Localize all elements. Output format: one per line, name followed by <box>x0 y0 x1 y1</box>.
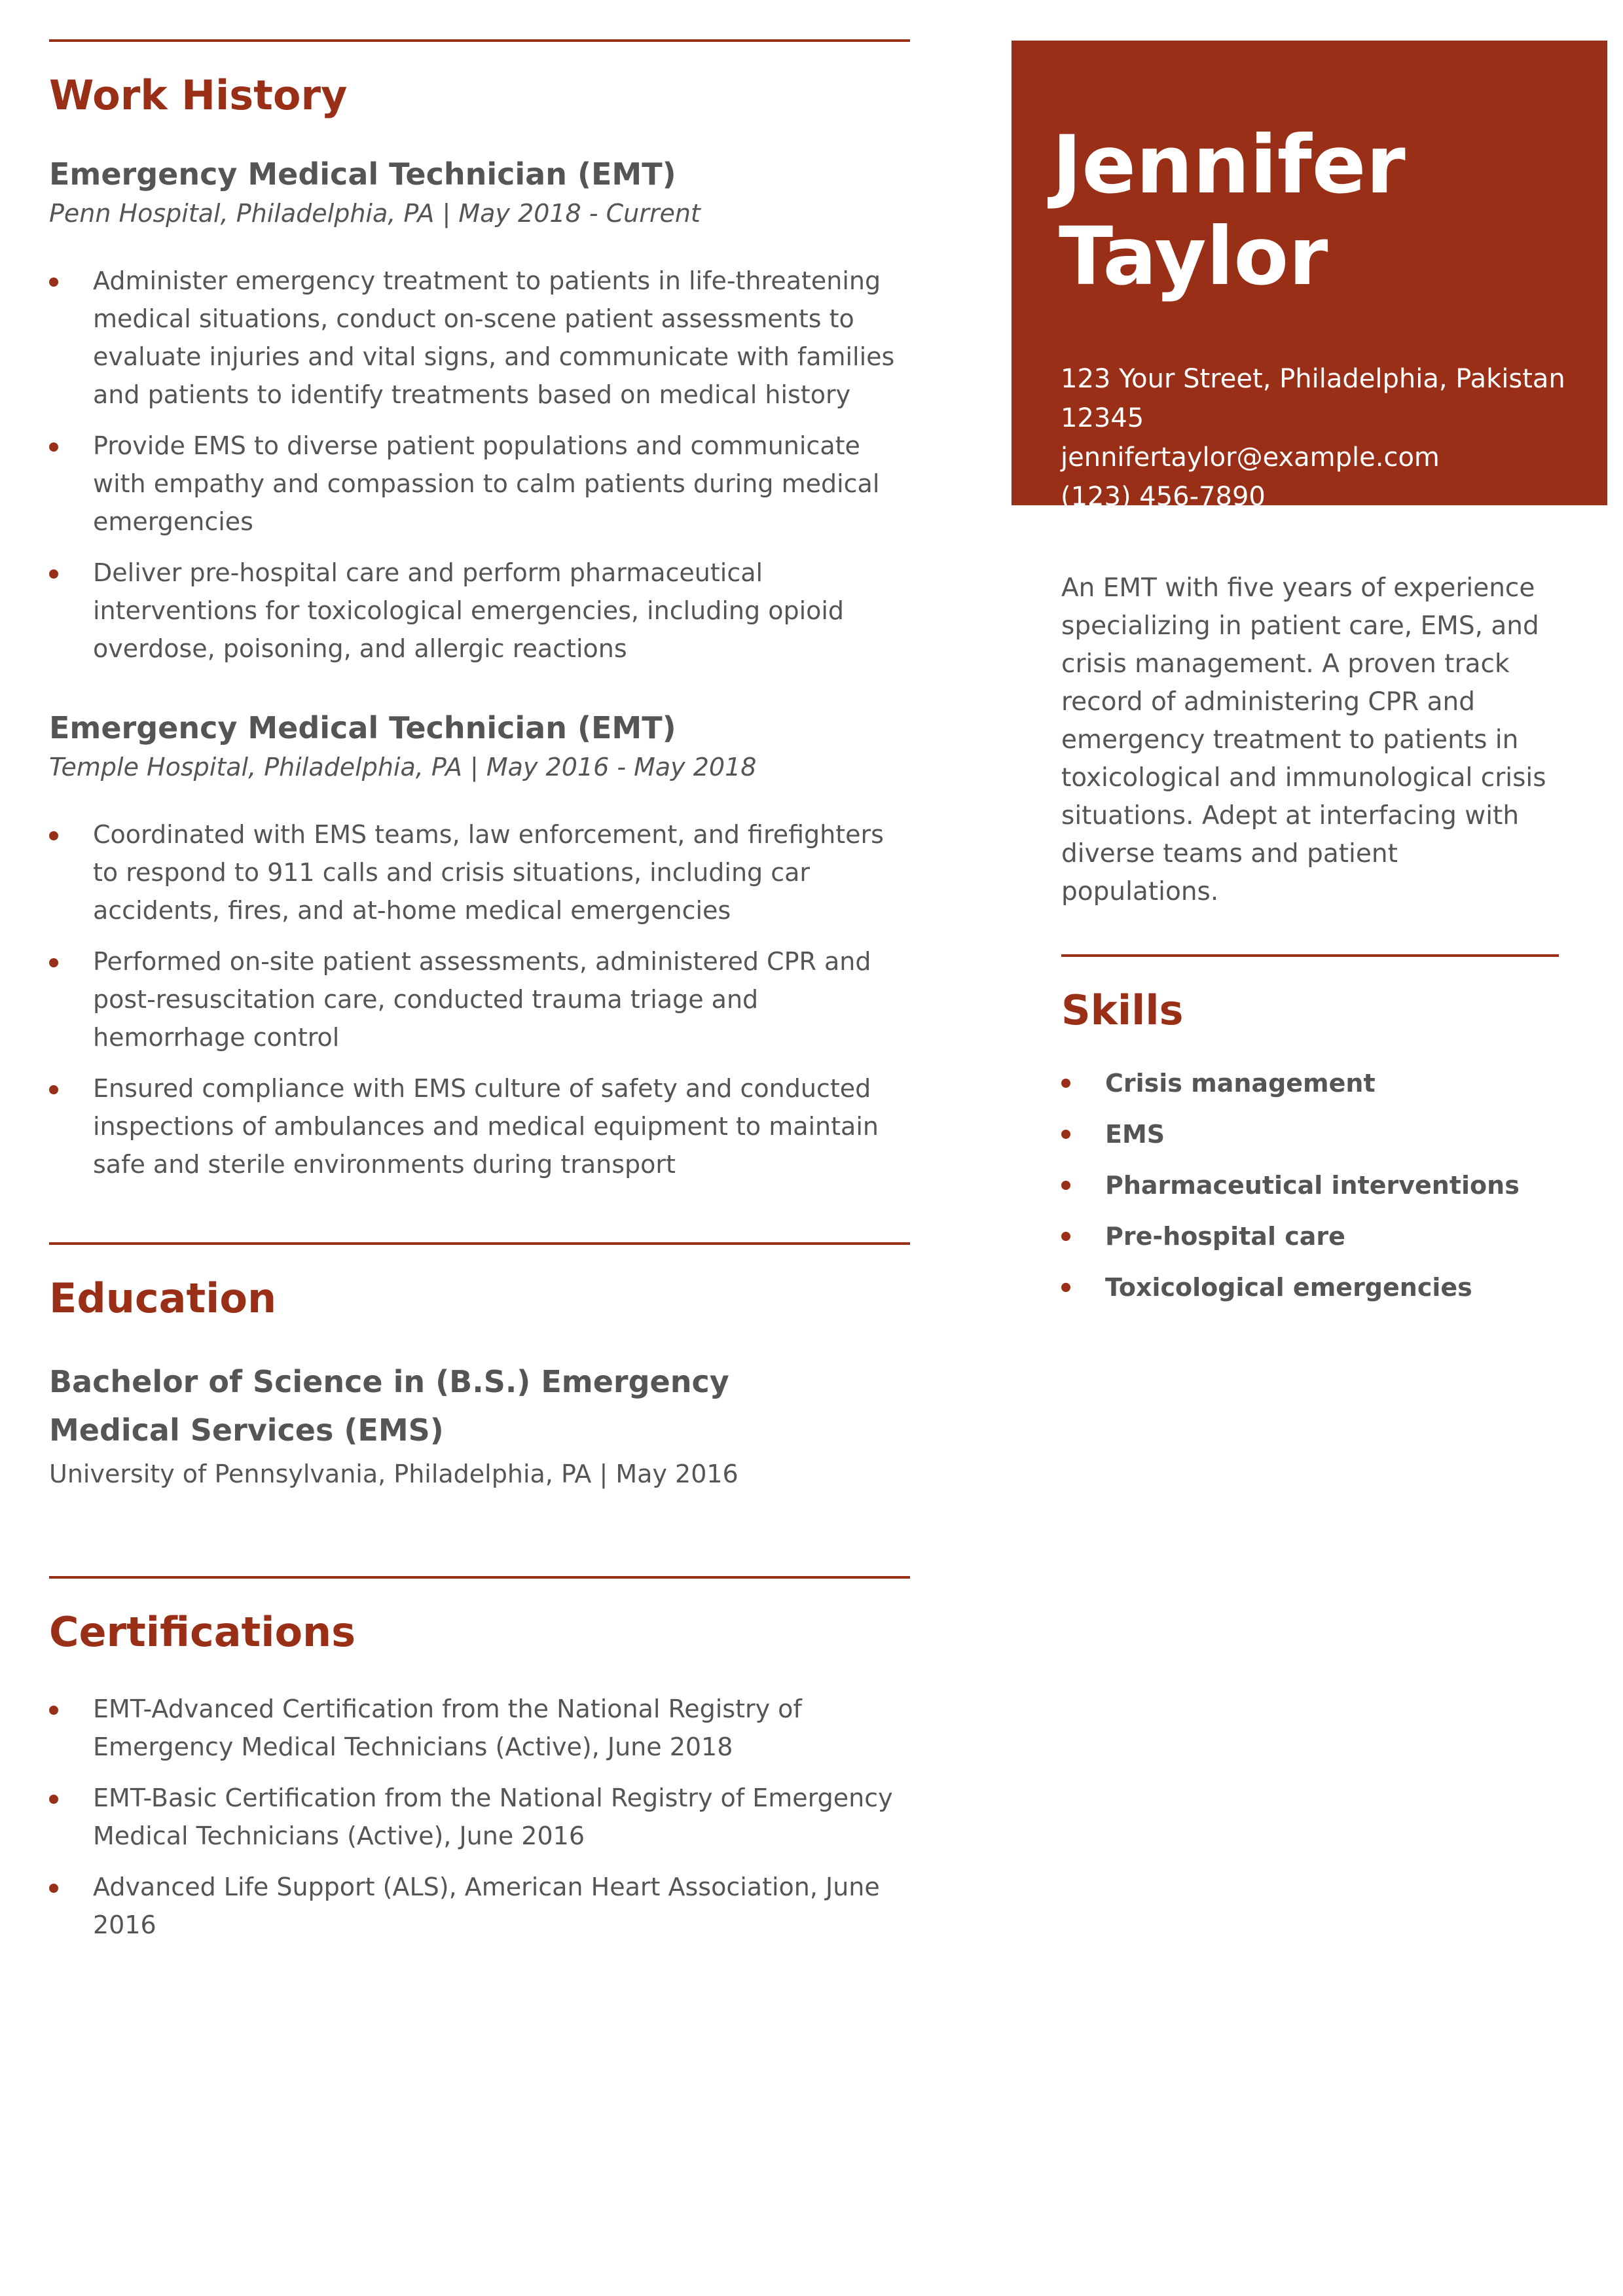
list-item: EMT-Advanced Certification from the National Registry of Emergency Medical Technicians (Active), June 2018 <box>49 1690 910 1766</box>
section-title-work-history: Work History <box>49 71 348 119</box>
profile-summary: An EMT with five years of experience specializing in patient care, EMS, and crisis management. A proven track record of administering CPR and emergency treatment to patients in toxicological and immunological crisis situations. Adept at interfacing with diverse teams and patient populations. <box>1061 573 1546 906</box>
certifications-section <box>49 1576 910 1944</box>
skills-list <box>1061 1058 1559 1313</box>
job-entry <box>49 153 910 668</box>
address-line: 123 Your Street, Philadelphia, Pakistan <box>1061 364 1565 394</box>
phone-number: (123) 456-7890 <box>1061 482 1266 512</box>
list-item: Advanced Life Support (ALS), American Heart Association, June 2016 <box>49 1868 910 1944</box>
list-item: Pre-hospital care <box>1061 1211 1559 1262</box>
list-item: Toxicological emergencies <box>1061 1262 1559 1313</box>
name-header-box <box>1012 41 1607 512</box>
list-item: Deliver pre-hospital care and perform pharmaceutical interventions for toxicological emergencies, including opioid overdose, poisoning, and allergic reactions <box>49 554 910 668</box>
job-title: Emergency Medical Technician (EMT) <box>49 710 676 745</box>
work-history-section <box>49 39 910 1183</box>
job-bullets <box>49 262 910 668</box>
postal-code: 12345 <box>1061 403 1144 433</box>
job-bullets <box>49 816 910 1183</box>
list-item: Crisis management <box>1061 1058 1559 1109</box>
skills-section <box>1061 954 1559 1313</box>
email-link[interactable]: jennifertaylor@example.com <box>1061 442 1440 473</box>
education-section <box>49 1242 910 1494</box>
list-item: Pharmaceutical interventions <box>1061 1160 1559 1211</box>
degree-title: Bachelor of Science in (B.S.) Emergency Medical Services (EMS) <box>49 1364 729 1448</box>
candidate-name <box>1052 119 1406 302</box>
job-meta: Temple Hospital, Philadelphia, PA | May 2016 - May 2018 <box>49 753 757 781</box>
list-item: EMT-Basic Certification from the National Registry of Emergency Medical Technicians (Active), June 2016 <box>49 1779 910 1855</box>
first-name: Jennifer <box>1052 118 1406 211</box>
list-item: Performed on-site patient assessments, administered CPR and post-resuscitation care, conducted trauma triage and hemorrhage control <box>49 942 910 1056</box>
contact-info <box>1061 359 1584 516</box>
list-item: Provide EMS to diverse patient populations and communicate with empathy and compassion to calm patients during medical emergencies <box>49 427 910 541</box>
list-item: Coordinated with EMS teams, law enforcement, and firefighters to respond to 911 calls and crisis situations, including car accidents, fires, and at-home medical emergencies <box>49 816 910 929</box>
section-divider <box>49 39 910 42</box>
job-title: Emergency Medical Technician (EMT) <box>49 156 676 192</box>
list-item: Ensured compliance with EMS culture of safety and conducted inspections of ambulances and medical equipment to maintain safe and sterile environments during transport <box>49 1069 910 1183</box>
certifications-list <box>49 1690 910 1944</box>
job-entry <box>49 707 910 1183</box>
last-name: Taylor <box>1059 210 1328 303</box>
section-divider <box>49 1242 910 1245</box>
section-title-education: Education <box>49 1274 277 1322</box>
section-divider <box>49 1576 910 1579</box>
list-item: Administer emergency treatment to patients in life-threatening medical situations, conduct on-scene patient assessments to evaluate injuries and vital signs, and communicate with families and patients to identify treatments based on medical history <box>49 262 910 414</box>
section-title-skills: Skills <box>1061 986 1184 1034</box>
list-item: EMS <box>1061 1109 1559 1160</box>
school-meta: University of Pennsylvania, Philadelphia, PA | May 2016 <box>49 1460 739 1488</box>
section-title-certifications: Certifications <box>49 1608 356 1656</box>
section-divider <box>1061 954 1559 957</box>
job-meta: Penn Hospital, Philadelphia, PA | May 2018 - Current <box>49 199 701 228</box>
